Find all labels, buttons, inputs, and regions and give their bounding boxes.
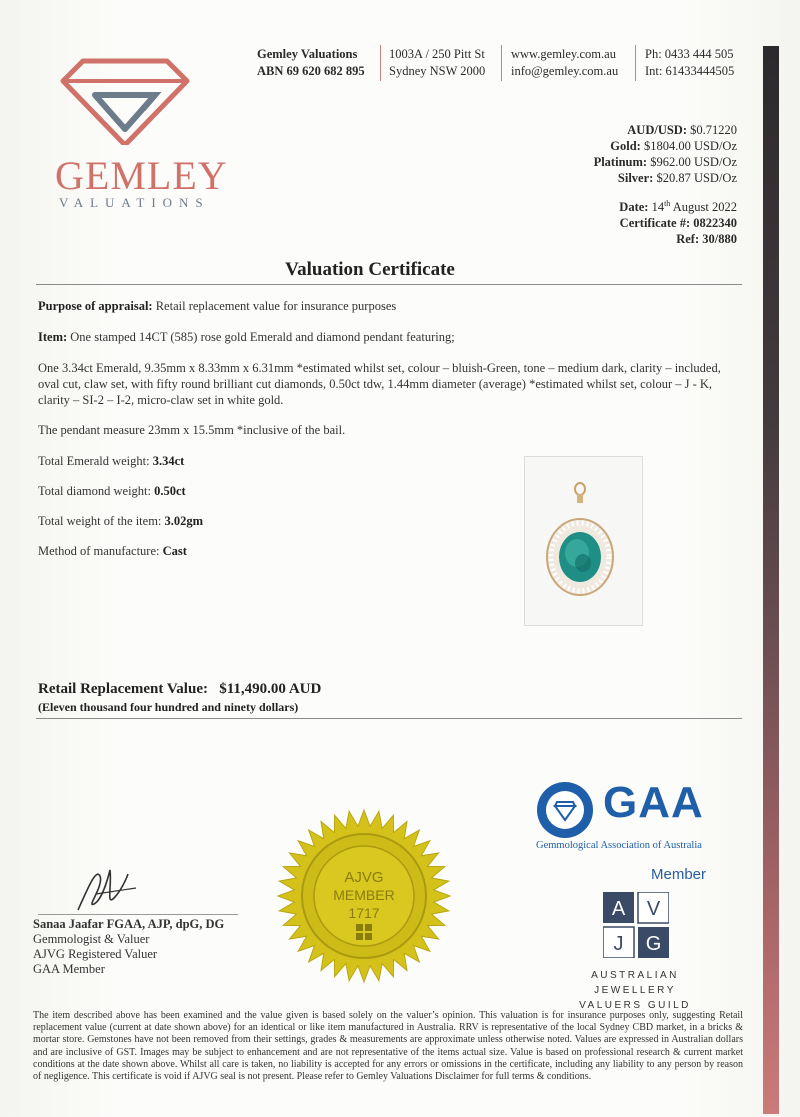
metal-rates (594, 122, 737, 186)
disclaimer-text: The item described above has been examined and the value given is based solely on the valuer’s opinion. This valuation is for insurance purposes only, suggesting Retail replacement value (current at date shown above) for an identical or like item manufactured in Australia. RRV is representative of the local Sydney CBD market, in a bricks & mortar store. Gemstones have not been removed from their settings, grades & measurements are approximate unless otherwise noted. Values are expressed in Australian dollars and are inclusive of GST. Images may be subject to enhancement and are not representative of the items actual size. Value is based on professional research & current market conditions at the date shown above. Whilst all care is taken, no liability is accepted for any errors or omissions in the certificate, including any liability to any person by reason of negligence. This certificate is void if AJVG seal is not present. Please refer to Gemley Valuations Disclaimer for full terms & conditions. (33, 1010, 743, 1083)
spec-row: Total weight of the item: 3.02gm (38, 514, 204, 528)
seal-line-2: MEMBER (333, 887, 395, 903)
ajvg-grid-icon (603, 892, 669, 958)
signature-line (38, 914, 238, 915)
email-link[interactable]: info@gemley.com.au (511, 64, 619, 78)
ajvg-line-1: AUSTRALIAN JEWELLERY (591, 970, 679, 996)
ajvg-wordmark (550, 968, 720, 1013)
gaa-badge-icon (535, 780, 595, 840)
company-abn: ABN 69 620 682 895 (257, 64, 365, 78)
gaa-member-label: Member (651, 866, 707, 883)
phone-number: Ph: 0433 444 505 (645, 47, 734, 61)
address-line-1: 1003A / 250 Pitt St (389, 47, 485, 61)
item-description: One 3.34ct Emerald, 9.35mm x 8.33mm x 6.31mm *estimated whilst set, colour – bluish-Green, tone – medium dark, clarity – included, oval cut, claw set, with fifty round brilliant cut diamonds, 0.50ct tdw, 1.44mm diameter (average) *estimated whilst set, colour – J - K, clarity – SI-2 – I-2, micro-claw set in white gold. (38, 361, 721, 407)
seal-line-3: 1717 (348, 905, 380, 921)
website-link[interactable]: www.gemley.com.au (511, 47, 616, 61)
seal-line-1: AJVG (344, 869, 384, 886)
value-rule (36, 718, 742, 719)
gold-seal-icon (276, 808, 452, 984)
logo-subtitle: VALUATIONS (59, 195, 210, 210)
spec-row: Total diamond weight: 0.50ct (38, 484, 186, 498)
ajvg-letter-g: G (645, 933, 662, 955)
certificate-number-row: Certificate #: 0822340 (619, 216, 737, 230)
purpose-line: Purpose of appraisal: Retail replacement value for insurance purposes (38, 299, 397, 313)
gaa-wordmark: GAA (603, 778, 704, 827)
rate-row: Gold: $1804.00 USD/Oz (610, 139, 737, 153)
ajvg-letter-j: J (613, 933, 624, 955)
diamond-logo-icon (55, 55, 195, 145)
item-line: Item: One stamped 14CT (585) rose gold Emerald and diamond pendant featuring; (38, 330, 455, 344)
address-line-2: Sydney NSW 2000 (389, 64, 486, 78)
spec-row: Total Emerald weight: 3.34ct (38, 454, 185, 468)
decorative-side-stripe (763, 46, 779, 1114)
ajvg-seal (276, 808, 452, 984)
certificate-meta (619, 199, 737, 247)
emerald-pendant-image (525, 457, 644, 627)
signer-membership: GAA Member (33, 962, 105, 976)
ajvg-letter-v: V (646, 898, 661, 920)
ref-row: Ref: 30/880 (676, 232, 737, 246)
header-phone (645, 46, 734, 80)
signer-name-row: Sanaa Jaafar FGAA, AJP, dpG, DG (33, 917, 225, 931)
pendant-measure: The pendant measure 23mm x 15.5mm *inclusive of the bail. (38, 423, 346, 437)
spec-row: Method of manufacture: Cast (38, 544, 187, 558)
header-address (389, 46, 485, 80)
rate-row: AUD/USD: $0.71220 (627, 123, 737, 137)
logo-wordmark: GEMLEY (55, 153, 228, 198)
gemley-logo (55, 55, 235, 210)
signature-mark (38, 858, 198, 918)
header-divider (380, 45, 381, 81)
retail-value: Retail Replacement Value: $11,490.00 AUD (38, 681, 322, 697)
header-web (511, 46, 618, 80)
signer-registration: AJVG Registered Valuer (33, 947, 158, 961)
company-name: Gemley Valuations (257, 47, 358, 61)
ajvg-line-2: VALUERS GUILD (579, 1000, 691, 1011)
intl-number: Int: 61433444505 (645, 64, 735, 78)
header-divider (635, 45, 636, 81)
rate-row: Platinum: $962.00 USD/Oz (593, 155, 737, 169)
date-row: Date: 14th August 2022 (619, 198, 737, 214)
header-company (257, 46, 365, 80)
signer-block (33, 917, 224, 977)
ajvg-letter-a: A (611, 898, 626, 920)
certificate-title: Valuation Certificate (285, 259, 455, 280)
title-rule (36, 284, 742, 285)
rate-row: Silver: $20.87 USD/Oz (617, 171, 737, 185)
header-divider (501, 45, 502, 81)
gaa-full-name: Gemmological Association of Australia (536, 840, 702, 851)
ajvg-logo (603, 892, 669, 963)
retail-value-words: (Eleven thousand four hundred and ninety dollars) (38, 700, 299, 714)
signer-title: Gemmologist & Valuer (33, 932, 150, 946)
pendant-photo (524, 456, 643, 626)
